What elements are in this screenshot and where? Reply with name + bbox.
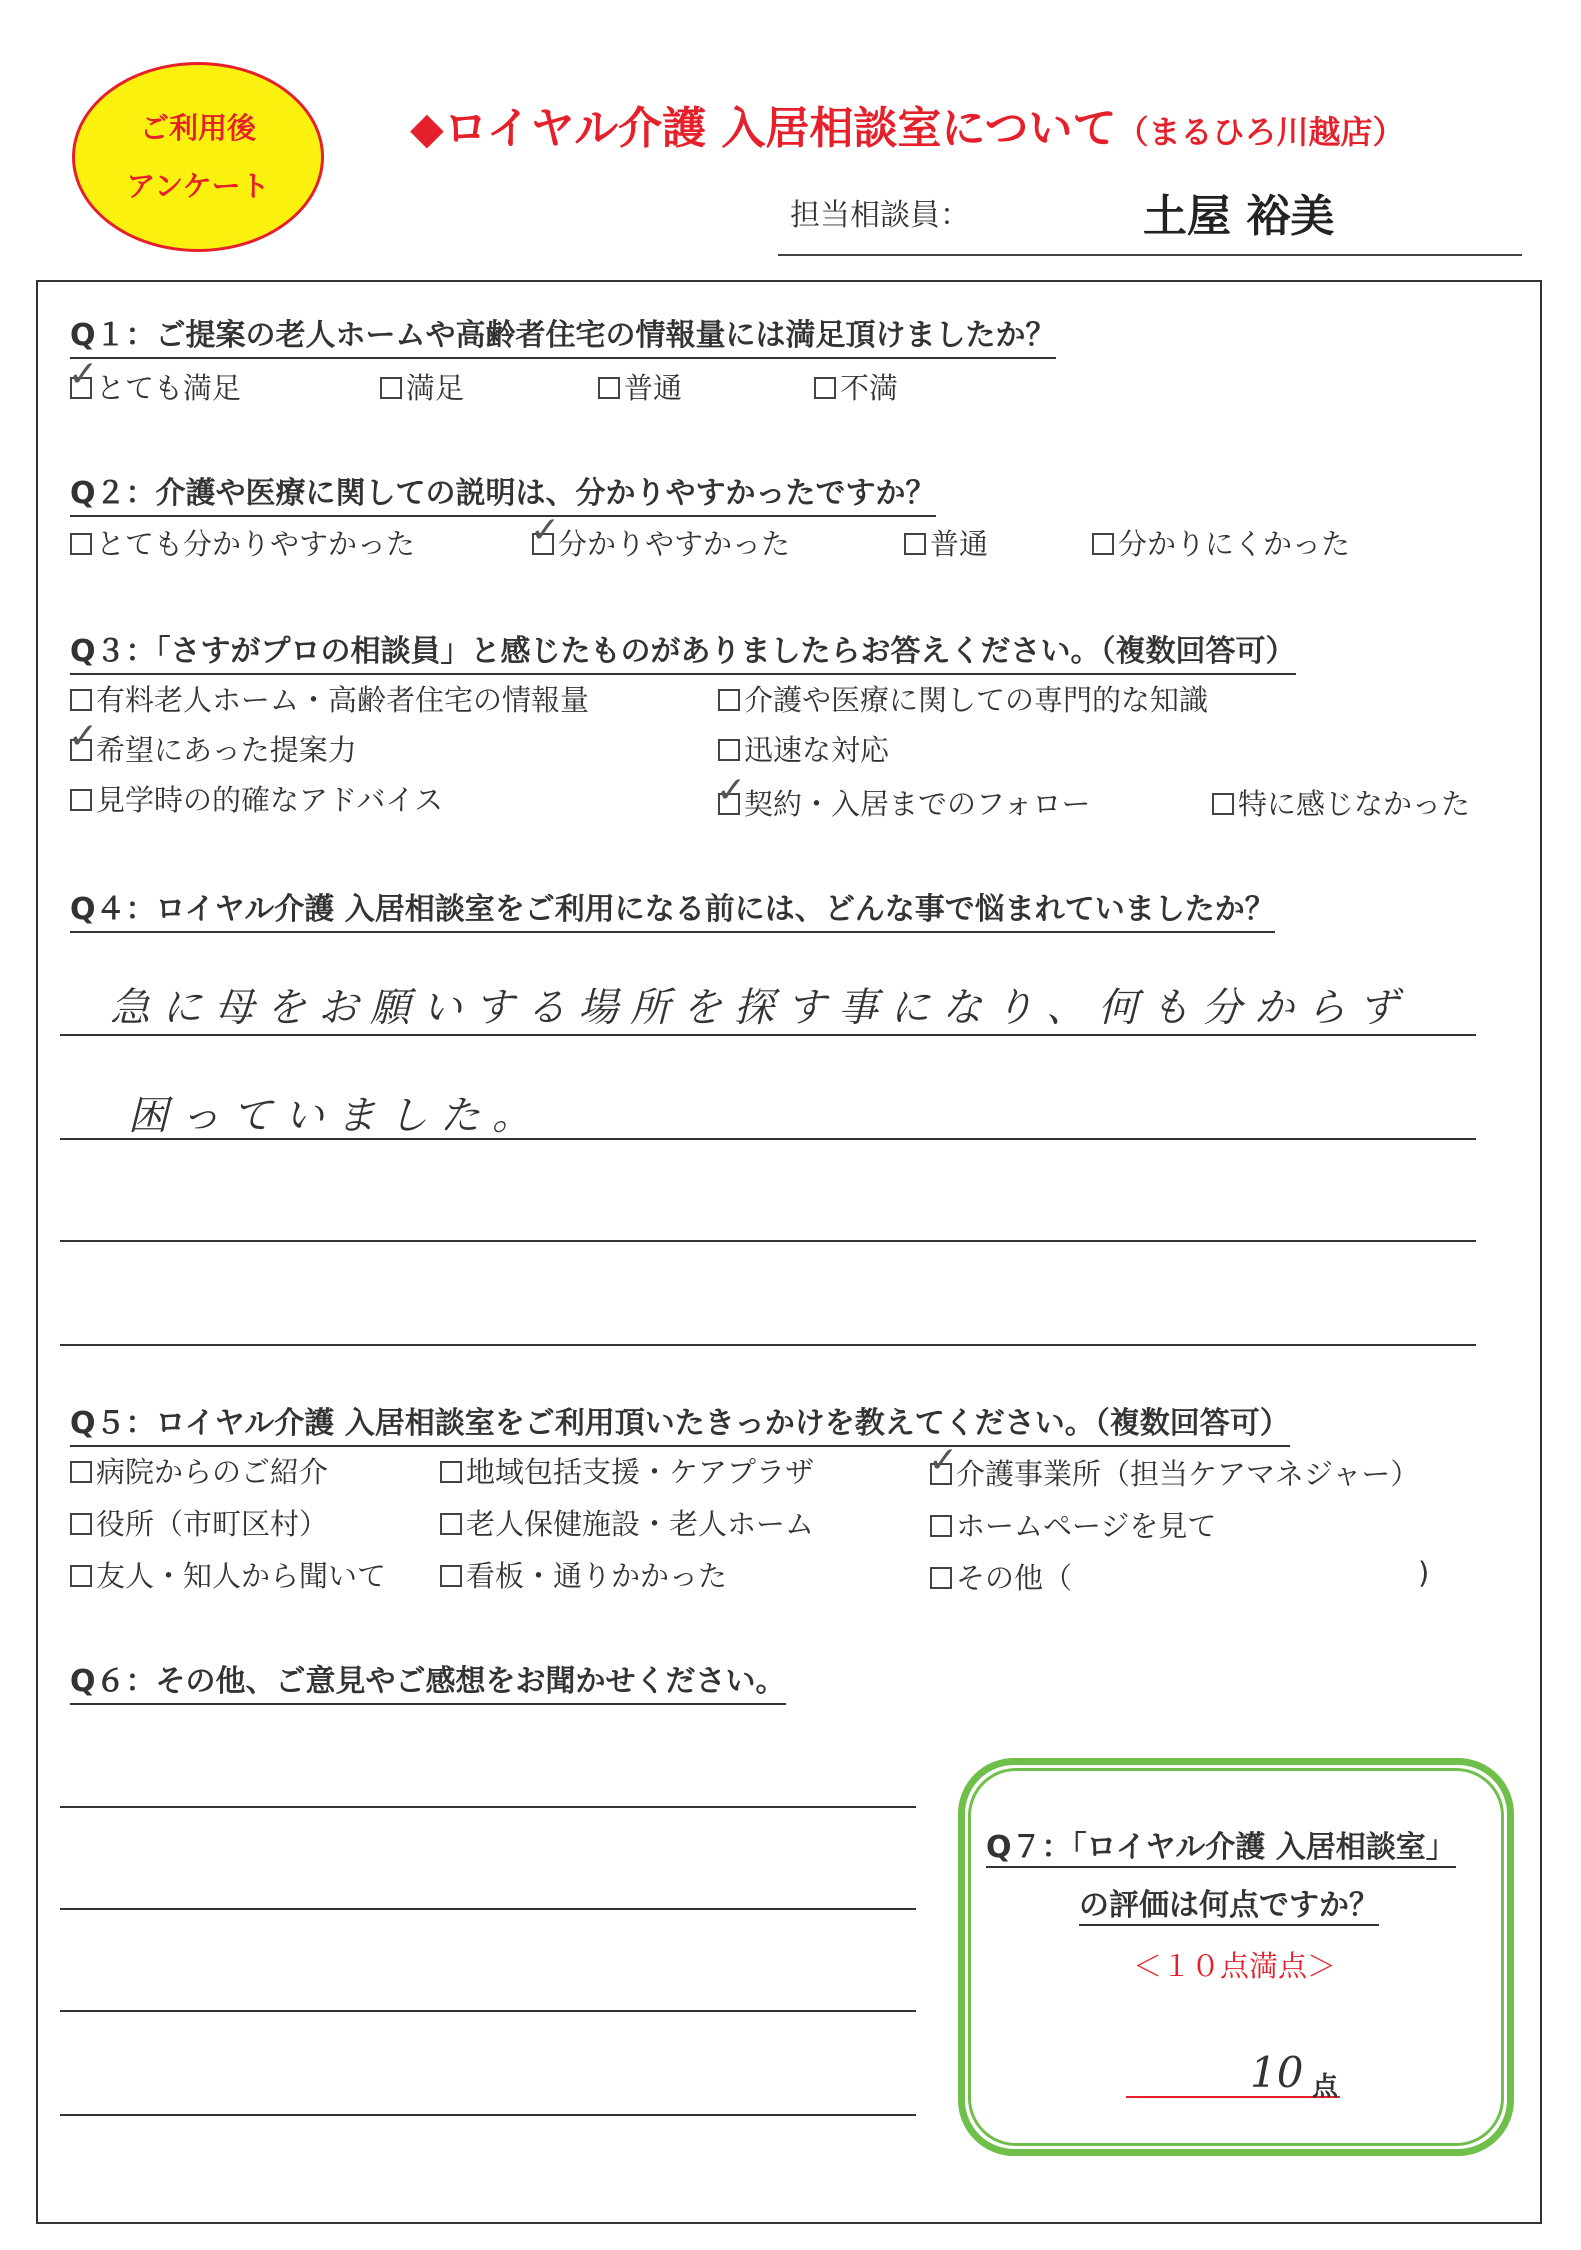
q1-option-very-satisfied[interactable]: ✓ とても満足 bbox=[68, 354, 242, 405]
q5-option-homepage[interactable]: ホームページを見て bbox=[930, 1504, 1216, 1545]
answer-rule bbox=[60, 1908, 916, 1910]
q3-option-visit-advice[interactable]: 見学時の的確なアドバイス bbox=[70, 778, 443, 819]
checkbox[interactable] bbox=[530, 510, 561, 555]
check-mark-icon: ✓ bbox=[68, 354, 99, 395]
q3-option-quick-response[interactable]: 迅速な対応 bbox=[718, 728, 889, 769]
q1-option-satisfied[interactable]: 満足 bbox=[380, 366, 464, 407]
checkbox[interactable] bbox=[70, 789, 92, 811]
checkbox[interactable] bbox=[440, 1565, 462, 1587]
q5-option-hospital[interactable]: 病院からのご紹介 bbox=[70, 1450, 328, 1491]
page-title bbox=[410, 92, 1405, 156]
staff-name: 土屋 裕美 bbox=[1143, 191, 1335, 242]
checkbox[interactable] bbox=[440, 1461, 462, 1483]
checkbox[interactable] bbox=[904, 533, 926, 555]
check-mark-icon: ✓ bbox=[928, 1440, 959, 1481]
q5-other-close-paren: ) bbox=[1418, 1556, 1430, 1590]
q5-option-care-provider[interactable]: ✓ 介護事業所（担当ケアマネジャー） bbox=[928, 1440, 1420, 1491]
checkbox[interactable] bbox=[716, 770, 747, 815]
q7-question-line1: Q７：「ロイヤル介護 入居相談室」 bbox=[986, 1822, 1456, 1868]
answer-rule bbox=[60, 1806, 916, 1808]
q5-option-city-office[interactable]: 役所（市町区村） bbox=[70, 1502, 328, 1543]
q1-question: Q１：ご提案の老人ホームや高齢者住宅の情報量には満足頂けましたか？ bbox=[70, 310, 1056, 359]
score-underline bbox=[1126, 2096, 1340, 2098]
q5-option-other[interactable]: その他（ bbox=[930, 1556, 1072, 1597]
checkbox[interactable] bbox=[70, 689, 92, 711]
score-unit: 点 bbox=[1312, 2072, 1339, 2102]
answer-rule bbox=[60, 2010, 916, 2012]
q4-answer-line1: 急に母をお願いする場所を探す事になり、何も分からず bbox=[110, 985, 1410, 1031]
q2-option-normal[interactable]: 普通 bbox=[904, 522, 988, 563]
q3-option-info-volume[interactable]: 有料老人ホーム・高齢者住宅の情報量 bbox=[70, 678, 589, 719]
answer-rule bbox=[60, 1344, 1476, 1346]
check-mark-icon: ✓ bbox=[716, 770, 747, 811]
q2-option-unclear[interactable]: 分かりにくかった bbox=[1092, 522, 1350, 563]
q5-option-community-support[interactable]: 地域包括支援・ケアプラザ bbox=[440, 1450, 814, 1491]
page-title-sub: （まるひろ川越店） bbox=[1116, 113, 1405, 151]
q5-question: Q５：ロイヤル介護 入居相談室をご利用頂いたきっかけを教えてください。（複数回答可） bbox=[70, 1398, 1290, 1447]
checkbox[interactable] bbox=[1092, 533, 1114, 555]
q3-option-contract-follow[interactable]: ✓ 契約・入居までのフォロー bbox=[716, 770, 1091, 821]
q3-question: Q３：「さすがプロの相談員」と感じたものがありましたらお答えください。（複数回答可） bbox=[70, 626, 1296, 675]
q6-question: Q６：その他、ご意見やご感想をお聞かせください。 bbox=[70, 1656, 786, 1705]
q3-option-expert-knowledge[interactable]: 介護や医療に関しての専門的な知識 bbox=[718, 678, 1208, 719]
survey-badge bbox=[72, 62, 324, 252]
answer-rule bbox=[60, 2114, 916, 2116]
q2-question: Q２：介護や医療に関しての説明は、分かりやすかったですか？ bbox=[70, 468, 936, 517]
checkbox[interactable] bbox=[70, 533, 92, 555]
answer-rule bbox=[60, 1034, 1476, 1036]
check-mark-icon: ✓ bbox=[68, 716, 99, 757]
q3-option-nothing[interactable]: 特に感じなかった bbox=[1212, 782, 1470, 823]
checkbox[interactable] bbox=[718, 689, 740, 711]
staff-underline bbox=[778, 254, 1522, 256]
q7-scale-note: ＜１０点満点＞ bbox=[1133, 1949, 1337, 1983]
checkbox[interactable] bbox=[440, 1513, 462, 1535]
q7-question-line2: の評価は何点ですか？ bbox=[1079, 1880, 1379, 1926]
q1-option-dissatisfied[interactable]: 不満 bbox=[814, 366, 898, 407]
checkbox[interactable] bbox=[70, 1513, 92, 1535]
checkbox[interactable] bbox=[718, 739, 740, 761]
staff-label: 担当相談員： bbox=[790, 198, 970, 233]
q5-option-signboard[interactable]: 看板・通りかかった bbox=[440, 1554, 727, 1595]
checkbox[interactable] bbox=[70, 1565, 92, 1587]
q2-option-clear[interactable]: ✓ 分かりやすかった bbox=[530, 510, 791, 561]
q3-option-proposal[interactable]: ✓ 希望にあった提案力 bbox=[68, 716, 357, 767]
checkbox[interactable] bbox=[930, 1515, 952, 1537]
checkbox[interactable] bbox=[70, 1461, 92, 1483]
checkbox[interactable] bbox=[814, 377, 836, 399]
q4-answer-line2: 困っていました。 bbox=[128, 1093, 544, 1139]
q2-option-very-clear[interactable]: とても分かりやすかった bbox=[70, 522, 415, 563]
answer-rule bbox=[60, 1240, 1476, 1242]
checkbox[interactable] bbox=[68, 354, 99, 399]
checkbox[interactable] bbox=[380, 377, 402, 399]
badge-line2: アンケート bbox=[126, 169, 270, 203]
checkbox[interactable] bbox=[68, 716, 99, 761]
page-title-main: ◆ロイヤル介護 入居相談室について bbox=[410, 103, 1117, 154]
checkbox[interactable] bbox=[928, 1440, 959, 1485]
badge-line1: ご利用後 bbox=[139, 111, 256, 145]
checkbox[interactable] bbox=[598, 377, 620, 399]
check-mark-icon: ✓ bbox=[530, 510, 561, 551]
q5-option-friends[interactable]: 友人・知人から聞いて bbox=[70, 1554, 386, 1595]
score-value[interactable]: 10 bbox=[1250, 2048, 1304, 2097]
q5-option-nursing-facility[interactable]: 老人保健施設・老人ホーム bbox=[440, 1502, 814, 1543]
checkbox[interactable] bbox=[1212, 793, 1234, 815]
q1-option-normal[interactable]: 普通 bbox=[598, 366, 682, 407]
checkbox[interactable] bbox=[930, 1567, 952, 1589]
answer-rule bbox=[60, 1138, 1476, 1140]
q4-question: Q４：ロイヤル介護 入居相談室をご利用になる前には、どんな事で悩まれていましたか？ bbox=[70, 884, 1275, 933]
